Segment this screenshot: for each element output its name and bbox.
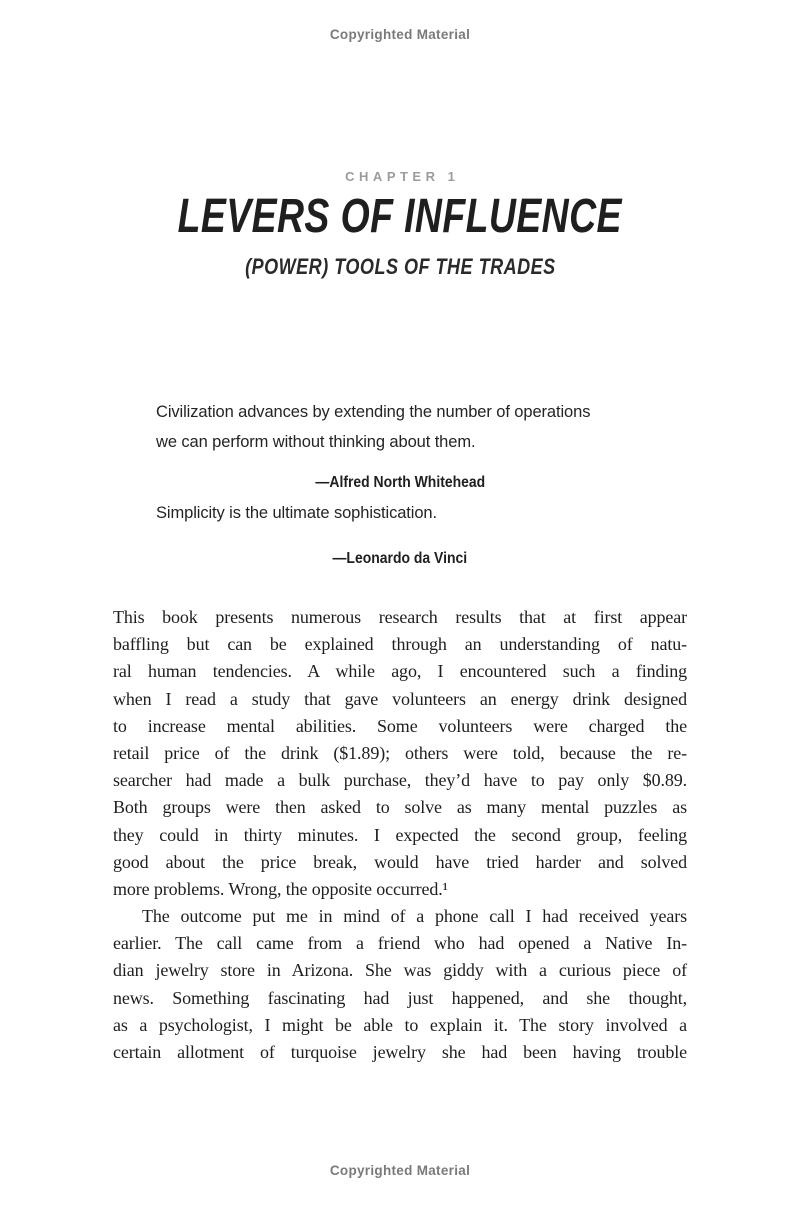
body-line: The outcome put me in mind of a phone call I had received years (142, 906, 687, 927)
chapter-subtitle-row (0, 252, 800, 285)
epigraph-quote-line: Simplicity is the ultimate sophistication. (156, 504, 437, 522)
body-line: as a psychologist, I might be able to explain it. The story involved a (113, 1014, 687, 1035)
body-text-block (113, 604, 687, 1066)
epigraph-attribution-row (0, 550, 800, 568)
body-line: good about the price break, would have tried harder and solved (113, 851, 687, 872)
body-line: baffling but can be explained through an understanding of natu- (113, 634, 687, 655)
chapter-title-row (0, 191, 800, 254)
body-line: news. Something fascinating had just happened, and she thought, (113, 987, 687, 1008)
body-line: This book presents numerous research results that at first appear (113, 607, 687, 627)
chapter-subtitle: (POWER) TOOLS OF THE TRADES (244, 254, 556, 279)
epigraph-attribution: —Alfred North Whitehead (315, 474, 485, 491)
body-line: to increase mental abilities. Some volunteers were charged the (113, 715, 687, 736)
chapter-title: LEVERS OF INFLUENCE (177, 190, 623, 243)
body-line: more problems. Wrong, the opposite occurred.¹ (113, 878, 448, 899)
copyright-notice-bottom: Copyrighted Material (329, 1163, 471, 1178)
body-line: earlier. The call came from a friend who had opened a Native In- (113, 933, 687, 954)
body-line: retail price of the drink ($1.89); others were told, because the re- (113, 742, 687, 763)
epigraph-quote-line: Civilization advances by extending the number of operations (156, 403, 591, 421)
copyright-notice-top: Copyrighted Material (329, 27, 471, 42)
body-line: when I read a study that gave volunteers an energy drink designed (113, 688, 687, 709)
body-line: dian jewelry store in Arizona. She was giddy with a curious piece of (113, 960, 687, 981)
epigraph-attribution-row (0, 474, 800, 492)
body-line: Both groups were then asked to solve as many mental puzzles as (113, 797, 687, 818)
epigraph-quote-line: we can perform without thinking about them. (156, 433, 476, 451)
body-line: certain allotment of turquoise jewelry she had been having trouble (113, 1042, 687, 1062)
body-line: they could in thirty minutes. I expected the second group, feeling (113, 824, 687, 845)
chapter-eyebrow: CHAPTER 1 (345, 169, 460, 184)
body-line: ral human tendencies. A while ago, I encountered such a finding (113, 661, 687, 682)
body-line: searcher had made a bulk purchase, they’d have to pay only $0.89. (113, 770, 687, 791)
epigraph-attribution: —Leonardo da Vinci (332, 550, 468, 567)
